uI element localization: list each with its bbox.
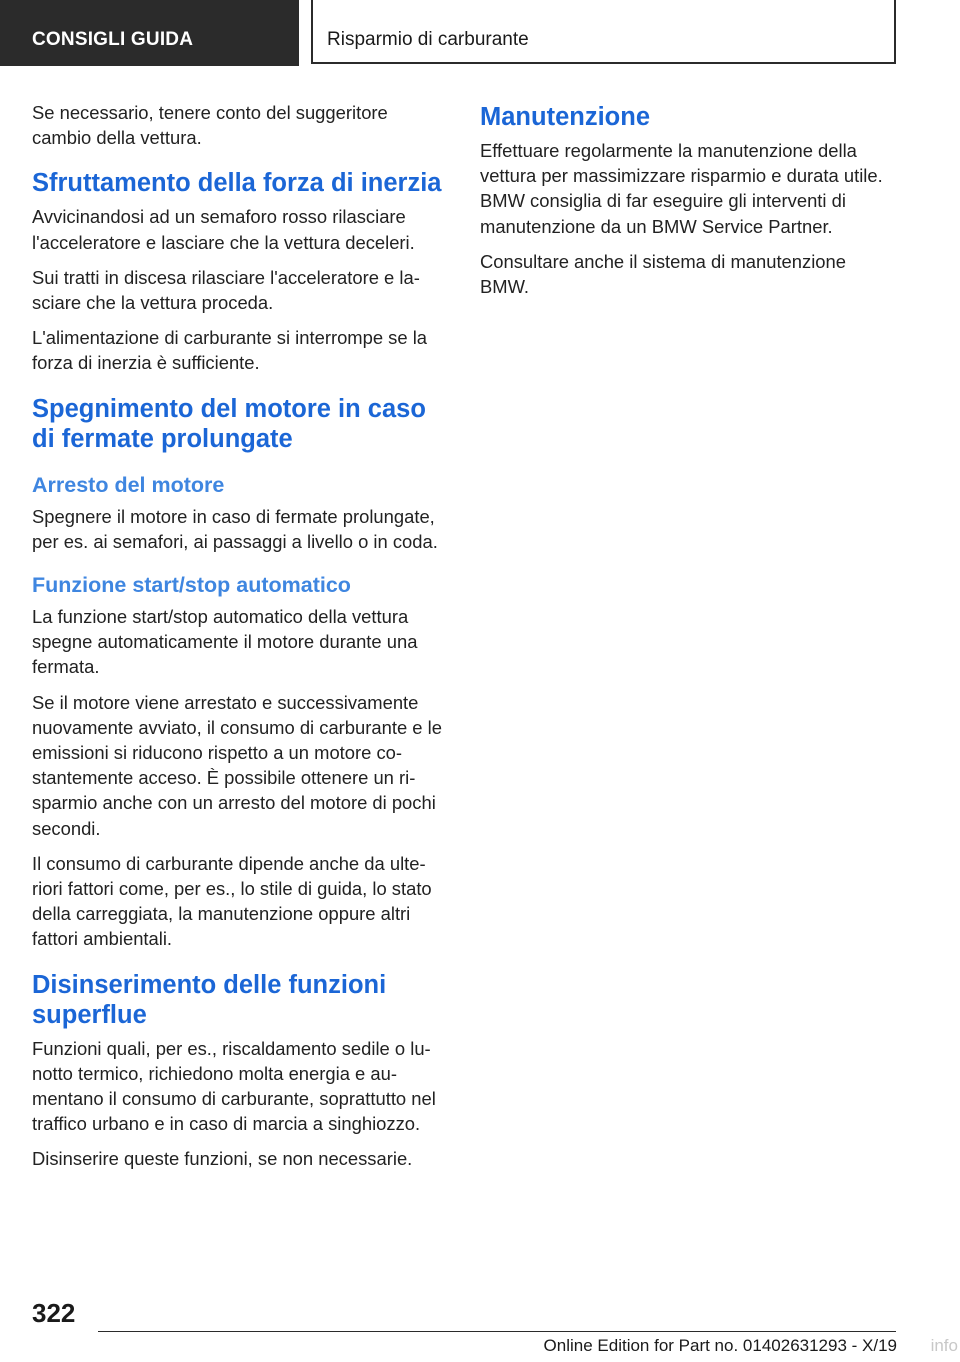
paragraph: La funzione start/stop automatico della vettura spegne automaticamente il motore durante una fermata. xyxy=(32,606,418,678)
section-tab: CONSIGLI GUIDA xyxy=(0,0,299,66)
page-header xyxy=(0,0,960,66)
chapter-title: Risparmio di carburante xyxy=(311,0,896,64)
paragraph: Funzioni quali, per es., riscaldamento sedile o lunotto termico, richiedono molta energia e aumentano il consumo di carburante, soprattutto nel traffico urbano e in caso di marcia a singhiozzo. xyxy=(32,1037,436,1135)
paragraph: Il consumo di carburante dipende anche da ulteriori fattori come, per es., lo stile di guida, lo stato della carreggiata, la manutenzione oppure altri fattori ambientali. xyxy=(32,852,432,950)
intro-paragraph: Se necessario, tenere conto del suggeritore cambio della vettura. xyxy=(32,102,388,149)
paragraph: Consultare anche il sistema di manutenzione BMW. xyxy=(480,250,846,298)
left-column xyxy=(32,100,444,1182)
subheading-start-stop: Funzione start/stop automatico xyxy=(32,573,351,598)
page-number: 322 xyxy=(32,1298,76,1328)
edition-text: Online Edition for Part no. 01402631293 - X/19 xyxy=(543,1336,897,1355)
right-column xyxy=(480,100,892,309)
subheading-engine-stop: Arresto del motore xyxy=(32,472,225,497)
heading-maintenance: Manutenzione xyxy=(480,103,650,131)
paragraph: Effettuare regolarmente la manutenzione della vettura per massimizzare risparmio e durata utile. BMW consiglia di far eseguire gli interventi di manutenzione da un BMW Service Partner. xyxy=(480,140,883,237)
paragraph: Avvicinandosi ad un semaforo rosso rilasciare l'acceleratore e lasciare che la vettura deceleri. xyxy=(32,206,415,253)
footer-divider xyxy=(98,1331,896,1332)
paragraph: L'alimentazione di carburante si interrompe se la forza di inerzia è sufficiente. xyxy=(32,327,428,374)
paragraph: Se il motore viene arrestato e successivamente nuovamente avviato, il consumo di carburante e le emissioni si riducono rispetto a un motore costantemente acceso. È possibile ottenere un risparmio anche con un arresto del motore di pochi secondi. xyxy=(32,691,442,839)
heading-engine-off: Spegnimento del motore in caso di fermate prolungate xyxy=(32,394,426,453)
paragraph: Disinserire queste funzioni, se non necessarie. xyxy=(32,1148,413,1170)
paragraph: Spegnere il motore in caso di fermate prolungate, per es. ai semafori, ai passaggi a livello o in coda. xyxy=(32,505,438,552)
heading-inertia: Sfruttamento della forza di inerzia xyxy=(32,169,442,198)
heading-disable-functions: Disinserimento delle funzioni superflue xyxy=(32,970,387,1029)
paragraph: Sui tratti in discesa rilasciare l'acceleratore e lasciare che la vettura proceda. xyxy=(32,266,420,314)
watermark: info xyxy=(930,1336,958,1355)
